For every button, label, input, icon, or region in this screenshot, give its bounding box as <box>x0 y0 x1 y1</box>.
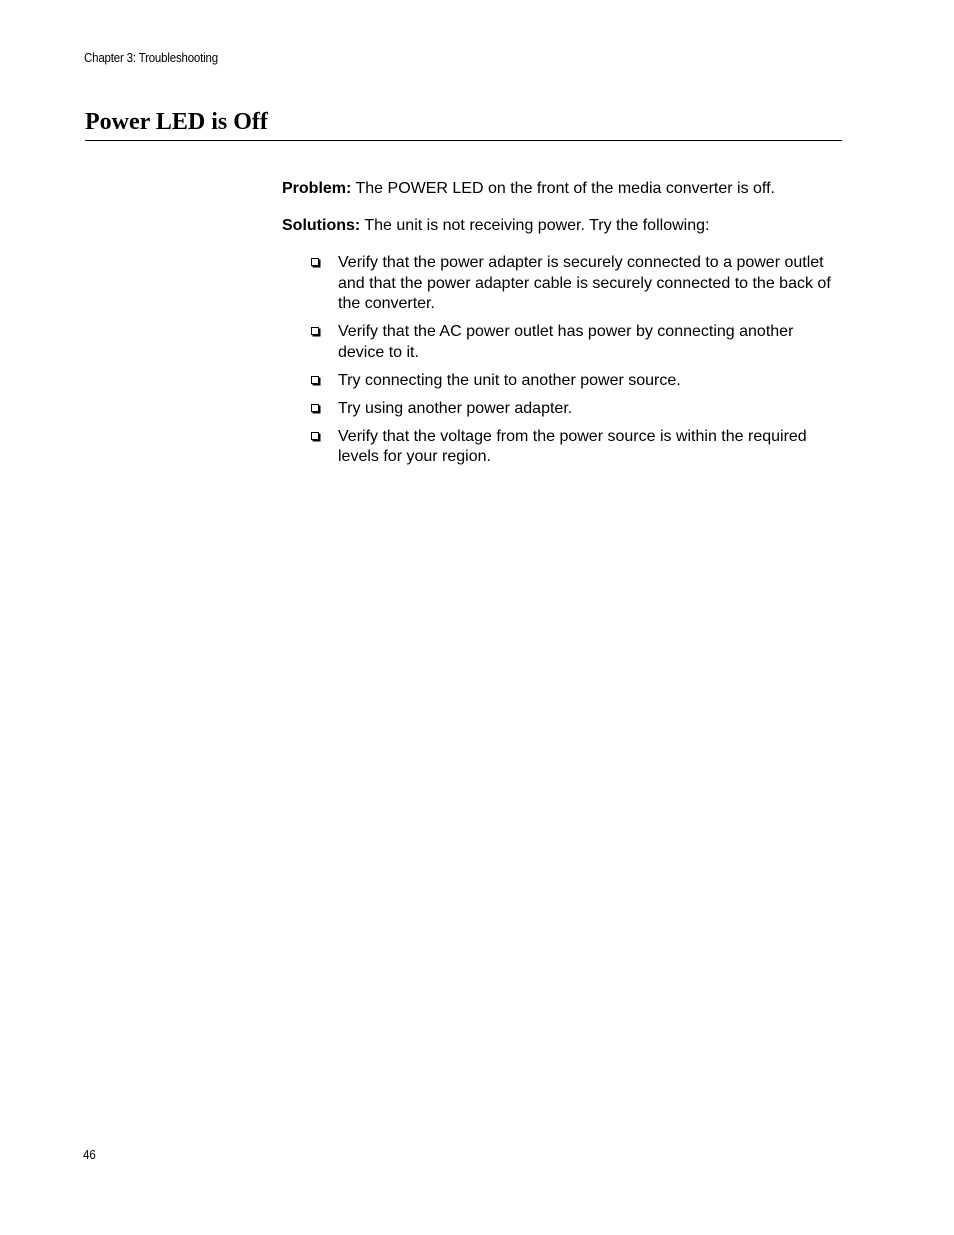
solutions-text: The unit is not receiving power. Try the following: <box>360 217 710 234</box>
solutions-list <box>282 253 852 468</box>
section-title: Power LED is Off <box>85 109 268 135</box>
list-item <box>282 253 842 315</box>
body-content <box>282 179 852 468</box>
problem-label: Problem: <box>282 180 352 197</box>
list-item <box>282 322 842 363</box>
page-number: 46 <box>83 1148 96 1162</box>
checkbox-bullet-icon <box>311 327 319 335</box>
list-item-text: Try using another power adapter. <box>338 399 573 417</box>
solutions-label: Solutions: <box>282 217 361 234</box>
list-item <box>282 371 842 392</box>
checkbox-bullet-icon <box>311 404 319 412</box>
checkbox-bullet-icon <box>311 258 319 266</box>
list-item-text: Try connecting the unit to another power source. <box>338 371 681 389</box>
checkbox-bullet-icon <box>311 432 319 440</box>
list-item <box>282 427 842 468</box>
title-rule <box>85 140 842 141</box>
solutions-paragraph <box>282 216 852 237</box>
problem-text: The POWER LED on the front of the media converter is off. <box>351 180 775 197</box>
list-item-text: Verify that the voltage from the power source is within the required levels for your region. <box>338 427 807 465</box>
checkbox-bullet-icon <box>311 376 319 384</box>
list-item <box>282 399 842 420</box>
list-item-text: Verify that the AC power outlet has power by connecting another device to it. <box>338 323 794 361</box>
running-header: Chapter 3: Troubleshooting <box>84 51 218 65</box>
list-item-text: Verify that the power adapter is securely connected to a power outlet and that the power adapter cable is securely connected to the back of the converter. <box>338 254 831 312</box>
problem-paragraph <box>282 179 852 200</box>
